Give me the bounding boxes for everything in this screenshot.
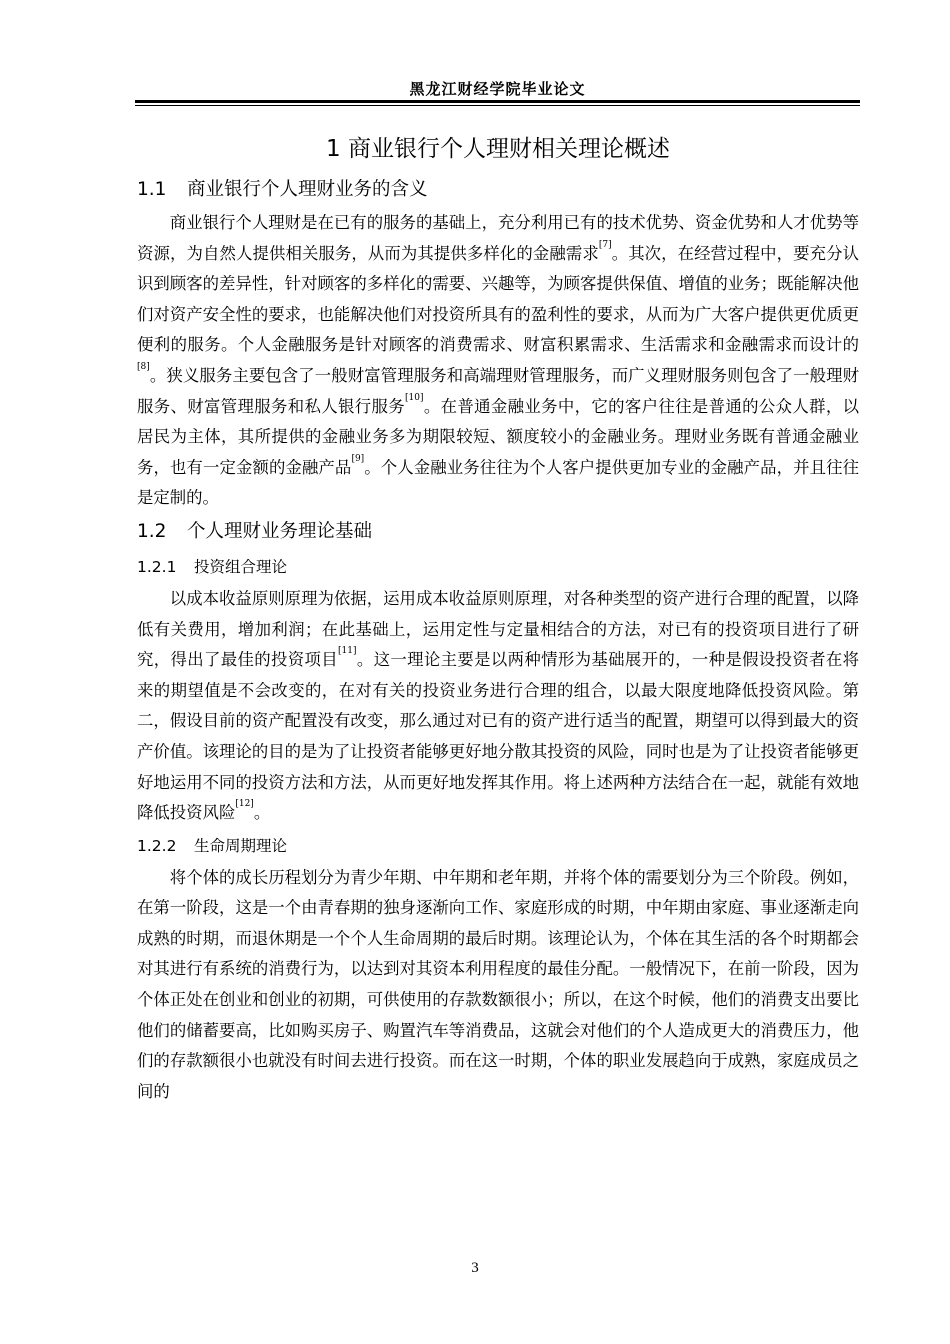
section-title: 个人理财业务理论基础 xyxy=(187,520,373,542)
citation-ref: [8] xyxy=(137,361,150,372)
citation-ref: [10] xyxy=(405,392,424,403)
chapter-title: 1 商业银行个人理财相关理论概述 xyxy=(326,136,670,162)
text-run: 。在普通金融业务中，它的客户往往是普通的公众人群，以居民为主体，其所提供的金融业务多为期限较短、额度较小的金融业务。理财业务既有普通金融业务，也有一定金额的金融产品 xyxy=(137,396,860,477)
section-heading-1-2 xyxy=(137,514,859,550)
subsection-number: 1.2.2 xyxy=(137,836,177,855)
text-run: 。个人金融业务往往为个人客户提供更加专业的金融产品，并且往往是定制的。 xyxy=(137,457,860,508)
citation-ref: [11] xyxy=(338,646,357,657)
running-header: 黑龙江财经学院毕业论文 xyxy=(409,80,586,98)
subsection-title: 生命周期理论 xyxy=(194,836,288,855)
text-run: 。 xyxy=(253,803,271,823)
section-title: 商业银行个人理财业务的含义 xyxy=(187,179,428,200)
page-body xyxy=(137,118,859,1107)
header-rule-thin xyxy=(135,105,860,106)
text-run: 。狭义服务主要包含了一般财富管理服务和高端理财管理服务，而广义理财服务则包含了一般理财服务、财富管理服务和私人银行服务 xyxy=(137,365,859,416)
text-run: 。这一理论主要是以两种情形为基础展开的，一种是假设投资者在将来的期望值是不会改变的，在对有关的投资业务进行合理的组合，以最大限度地降低投资风险。第二，假设目前的资产配置没有改变，那么通过对已有的资产进行适当的配置，期望可以得到最大的资产价值。该理论的目的是为了让投资者能够更好地分散其投资的风险，同时也是为了让投资者能够更好地运用不同的投资方法和方法，从而更好地发挥其作用。将上述两种方法结合在一起，就能有效地降低投资风险 xyxy=(137,650,860,823)
paragraph-1-2-1 xyxy=(137,584,859,829)
citation-ref: [7] xyxy=(598,239,612,250)
section-number: 1.1 xyxy=(137,179,167,200)
subsection-heading-1-2-1 xyxy=(137,550,859,584)
text-run: 商业银行个人理财是在已有的服务的基础上，充分利用已有的技术优势、资金优势和人才优势等资源，为自然人提供相关服务，从而为其提供多样化的金融需求 xyxy=(137,213,859,263)
citation-ref: [9] xyxy=(351,453,365,464)
paragraph-1-1 xyxy=(137,208,859,514)
section-number: 1.2 xyxy=(137,520,167,542)
subsection-number: 1.2.1 xyxy=(137,557,177,576)
text-run: 。其次，在经营过程中，要充分认识到顾客的差异性，针对顾客的多样化的需要、兴趣等，为顾客提供保值、增值的业务；既能解决他们对资产安全性的要求，也能解决他们对投资所具有的盈利性的要求，从而为广大客户提供更优质更便利的服务。个人金融服务是针对顾客的消费需求、财富积累需求、生活需求和金融需求而设计的 xyxy=(137,243,860,355)
subsection-title: 投资组合理论 xyxy=(194,557,288,576)
page-number: 3 xyxy=(471,1260,479,1276)
citation-ref: [12] xyxy=(235,799,254,810)
header-rule-thick xyxy=(135,100,860,103)
paragraph-1-2-2: 将个体的成长历程划分为青少年期、中年期和老年期，并将个体的需要划分为三个阶段。例如，在第一阶段，这是一个由青春期的独身逐渐向工作、家庭形成的时期，中年期由家庭、事业逐渐走向成熟的时期，而退休期是一个个人生命周期的最后时期。该理论认为，个体在其生活的各个时期都会对其进行有系统的消费行为，以达到对其资本利用程度的最佳分配。一般情况下，在前一阶段，因为个体正处在创业和创业的初期，可供使用的存款数额很小；所以，在这个时候，他们的消费支出要比他们的储蓄要高，比如购买房子、购置汽车等消费品，这就会对他们的个人造成更大的消费压力，他们的存款额很小也就没有时间去进行投资。而在这一时期，个体的职业发展趋向于成熟，家庭成员之间的 xyxy=(137,867,859,1101)
text-run: 以成本收益原则原理为依据，运用成本收益原则原理，对各种类型的资产进行合理的配置，以降低有关费用，增加利润；在此基础上，运用定性与定量相结合的方法，对已有的投资项目进行了研究，得出了最佳的投资项目 xyxy=(137,588,859,670)
subsection-heading-1-2-2 xyxy=(137,829,859,863)
section-heading-1-1 xyxy=(137,172,859,208)
